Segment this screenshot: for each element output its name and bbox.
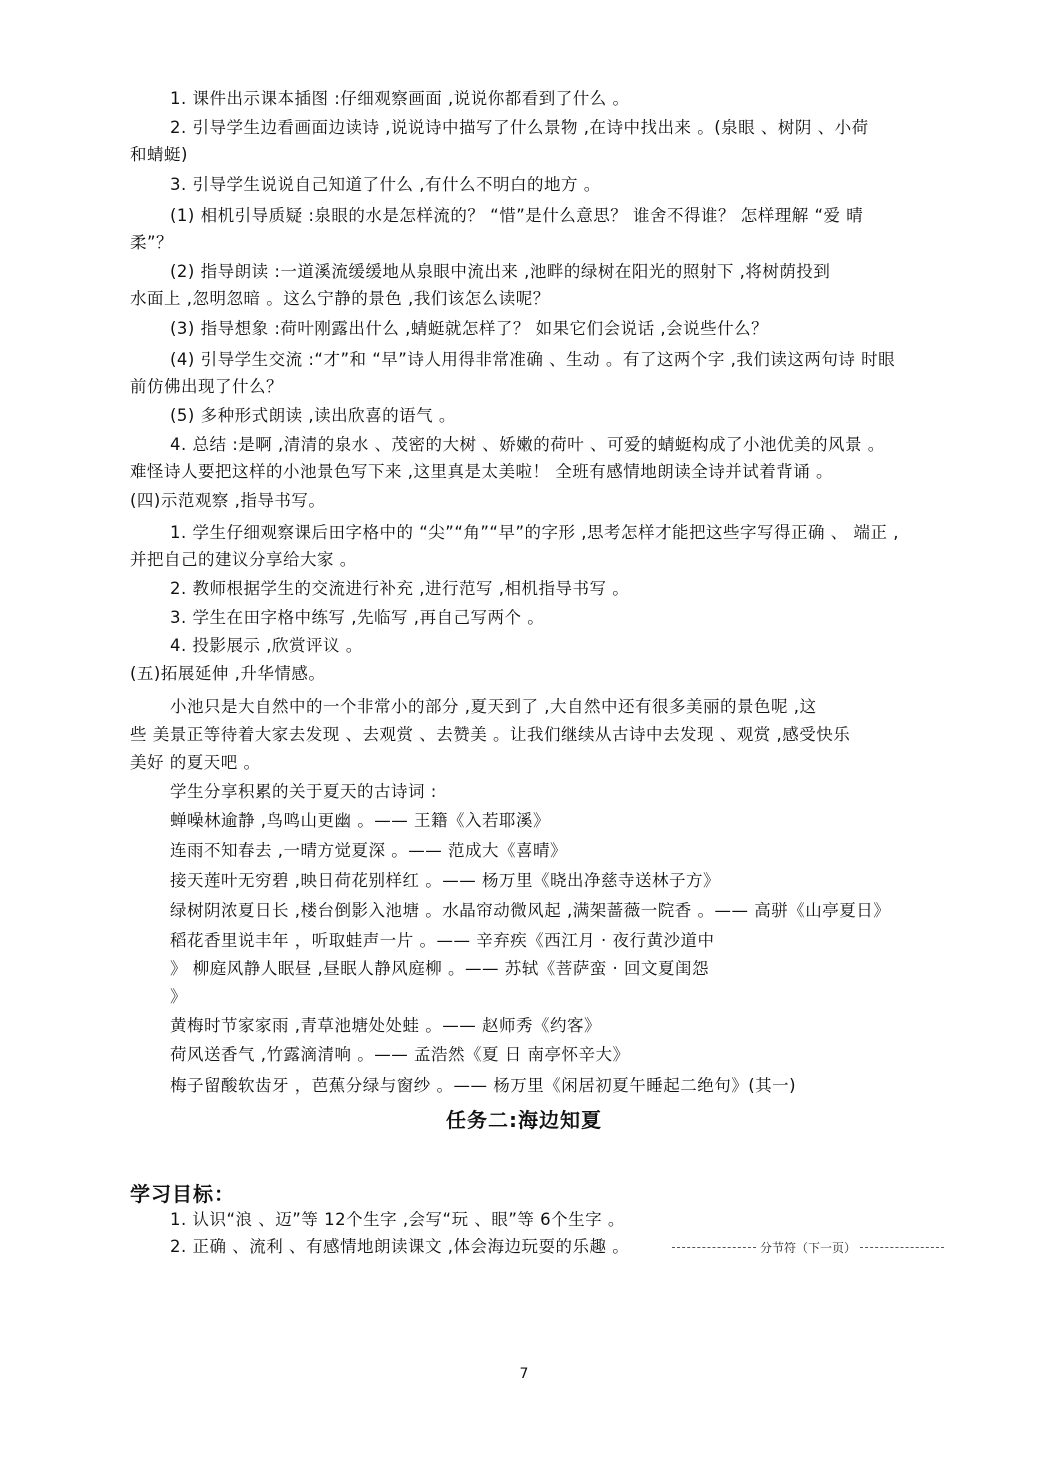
text-line: 些 美景正等待着大家去发现 、去观赏 、去赞美 。让我们继续从古诗中去发现 、观赏 ,感受快乐 bbox=[130, 725, 851, 744]
text-line: 前仿佛出现了什么？ bbox=[130, 377, 283, 396]
text-line: 难怪诗人要把这样的小池景色写下来 ,这里真是太美啦！ 全班有感情地朗读全诗并试着背诵 。 bbox=[130, 462, 833, 481]
goals-title: 学习目标： bbox=[130, 1182, 235, 1206]
section-break-dash-right bbox=[860, 1247, 944, 1248]
text-line: 1. 学生仔细观察课后田字格中的 “尖”“角”“早”的字形 ,思考怎样才能把这些字写得正确 、 端正 , bbox=[170, 523, 899, 542]
text-line: 和蜻蜓) bbox=[130, 145, 188, 164]
text-line: 2. 引导学生边看画面边读诗 ,说说诗中描写了什么景物 ,在诗中找出来 。(泉眼 、树阴 、小荷 bbox=[170, 118, 869, 137]
section-break-dash-left bbox=[672, 1247, 756, 1248]
text-line: 4. 投影展示 ,欣赏评议 。 bbox=[170, 636, 363, 655]
goal-item: 2. 正确 、流利 、有感情地朗读课文 ,体会海边玩耍的乐趣 。 bbox=[170, 1237, 630, 1256]
poem-line: 》 柳庭风静人眠昼 ,昼眠人静风庭柳 。—— 苏轼《菩萨蛮 · 回文夏闺怨 bbox=[170, 959, 709, 978]
section-break-marker bbox=[672, 1239, 944, 1256]
section-break-label: 分节符（下一页） bbox=[760, 1241, 857, 1255]
goal-item: 1. 认识“浪 、迈”等 12个生字 ,会写“玩 、眼”等 6个生字 。 bbox=[170, 1210, 625, 1229]
text-line: 3. 学生在田字格中练写 ,先临写 ,再自己写两个 。 bbox=[170, 608, 545, 627]
text-line: (1) 相机引导质疑 :泉眼的水是怎样流的？ “惜”是什么意思？ 谁舍不得谁？ 怎样理解 “爱 晴 bbox=[170, 206, 864, 225]
text-line: (4) 引导学生交流 :“才”和 “早”诗人用得非常准确 、生动 。有了这两个字 ,我们读这两句诗 时眼 bbox=[170, 350, 896, 369]
poem-line: 稻花香里说丰年 ，听取蛙声一片 。—— 辛弃疾《西江月 · 夜行黄沙道中 bbox=[170, 931, 715, 950]
poem-line: 黄梅时节家家雨 ,青草池塘处处蛙 。—— 赵师秀《约客》 bbox=[170, 1016, 601, 1035]
task-heading: 任务二:海边知夏 bbox=[446, 1108, 602, 1132]
text-line: 水面上 ,忽明忽暗 。这么宁静的景色 ,我们该怎么读呢？ bbox=[130, 289, 550, 308]
poem-line: 接天莲叶无穷碧 ,映日荷花别样红 。—— 杨万里《晓出净慈寺送林子方》 bbox=[170, 871, 720, 890]
poem-line: 连雨不知春去 ,一晴方觉夏深 。—— 范成大《喜晴》 bbox=[170, 841, 567, 860]
page-number: 7 bbox=[519, 1366, 529, 1382]
text-line: 3. 引导学生说说自己知道了什么 ,有什么不明白的地方 。 bbox=[170, 175, 601, 194]
text-line: 小池只是大自然中的一个非常小的部分 ,夏天到了 ,大自然中还有很多美丽的景色呢 ,这 bbox=[170, 697, 817, 716]
text-line: 美好 的夏天吧 。 bbox=[130, 753, 261, 772]
poem-line: 蝉噪林逾静 ,鸟鸣山更幽 。—— 王籍《入若耶溪》 bbox=[170, 811, 550, 830]
text-line: 1. 课件出示课本插图 :仔细观察画面 ,说说你都看到了什么 。 bbox=[170, 89, 630, 108]
section-heading: (四)示范观察 ,指导书写。 bbox=[130, 491, 326, 510]
text-line: 2. 教师根据学生的交流进行补充 ,进行范写 ,相机指导书写 。 bbox=[170, 579, 630, 598]
poem-line: 荷风送香气 ,竹露滴清响 。—— 孟浩然《夏 日 南亭怀辛大》 bbox=[170, 1045, 630, 1064]
poem-line: 梅子留酸软齿牙 ，芭蕉分绿与窗纱 。—— 杨万里《闲居初夏午睡起二绝句》(其一) bbox=[170, 1076, 797, 1095]
poem-line: 》 bbox=[170, 987, 187, 1006]
poem-line: 绿树阴浓夏日长 ,楼台倒影入池塘 。水晶帘动微风起 ,满架蔷薇一院香 。—— 高骈《山亭夏日》 bbox=[170, 901, 891, 920]
text-line: (2) 指导朗读 :一道溪流缓缓地从泉眼中流出来 ,池畔的绿树在阳光的照射下 ,将树荫投到 bbox=[170, 262, 831, 281]
text-line: 学生分享积累的关于夏天的古诗词 : bbox=[170, 782, 437, 801]
text-line: (3) 指导想象 :荷叶刚露出什么 ,蜻蜓就怎样了？ 如果它们会说话 ,会说些什么？ bbox=[170, 319, 769, 338]
text-line: 4. 总结 :是啊 ,清清的泉水 、茂密的大树 、娇嫩的荷叶 、可爱的蜻蜓构成了小池优美的风景 。 bbox=[170, 435, 885, 454]
text-line: 柔”？ bbox=[130, 233, 174, 252]
text-line: 并把自己的建议分享给大家 。 bbox=[130, 550, 357, 569]
text-line: (5) 多种形式朗读 ,读出欣喜的语气 。 bbox=[170, 406, 456, 425]
section-heading: (五)拓展延伸 ,升华情感。 bbox=[130, 664, 326, 683]
